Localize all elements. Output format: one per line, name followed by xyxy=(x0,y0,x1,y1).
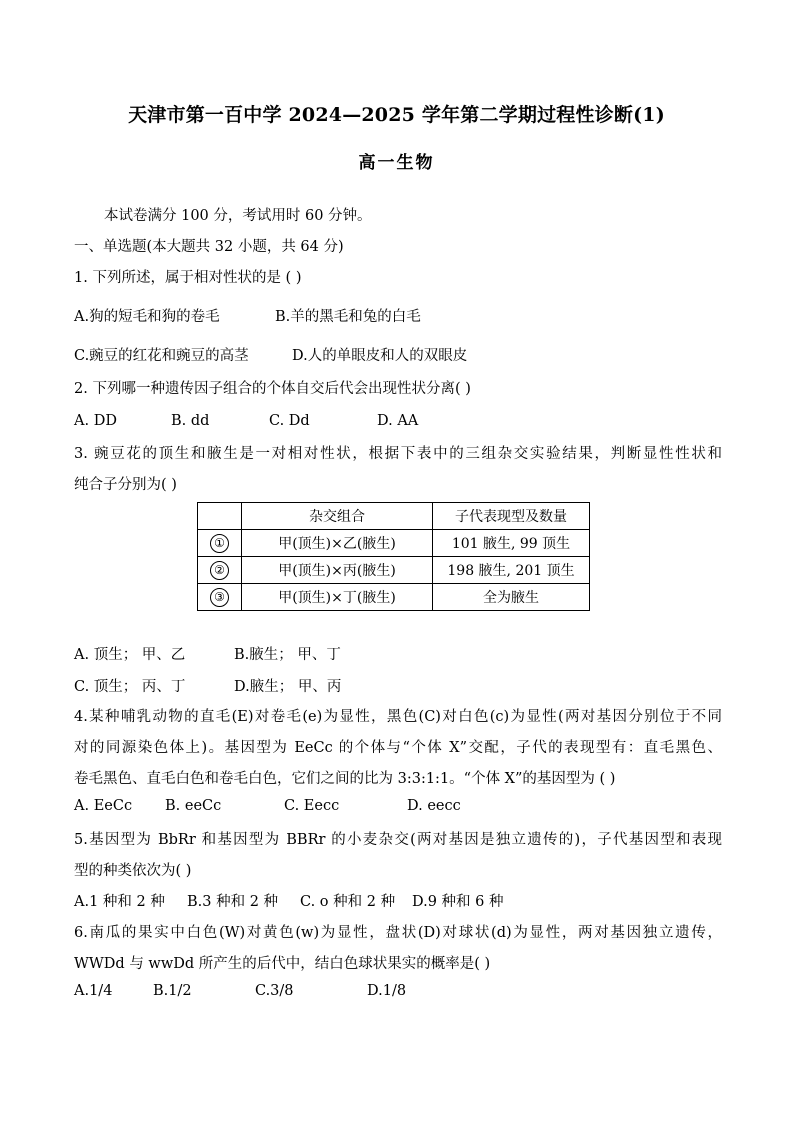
offspring-cell: 101 腋生, 99 顶生 xyxy=(433,530,590,557)
cross-cell: 甲(顶生)×丁(腋生) xyxy=(242,584,433,611)
question-6-option-b: B.1/2 xyxy=(153,983,192,999)
question-6-line-2: WWDd 与 wwDd 所产生的后代中，结白色球状果实的概率是( ) xyxy=(74,956,491,972)
question-5-option-b: B.3 种和 2 种 xyxy=(187,894,279,910)
exam-title: 天津市第一百中学 2024—2025 学年第二学期过程性诊断(1) xyxy=(128,104,665,126)
question-6-option-a: A.1/4 xyxy=(74,983,113,999)
cross-cell: 甲(顶生)×丙(腋生) xyxy=(242,557,433,584)
exam-instructions: 本试卷满分 100 分，考试用时 60 分钟。 xyxy=(104,208,372,224)
table-row xyxy=(198,530,590,557)
question-2-option-b: B. dd xyxy=(171,413,210,429)
question-5-option-c: C. o 种和 2 种 xyxy=(300,894,396,910)
question-2-stem: 2. 下列哪一种遗传因子组合的个体自交后代会出现性状分离( ) xyxy=(74,381,471,397)
question-5-option-a: A.1 种和 2 种 xyxy=(74,894,165,910)
cross-results-table xyxy=(197,502,590,611)
table-header-cross: 杂交组合 xyxy=(242,503,433,530)
offspring-cell: 198 腋生, 201 顶生 xyxy=(433,557,590,584)
offspring-cell: 全为腋生 xyxy=(433,584,590,611)
table-header-index xyxy=(198,503,242,530)
row-number: ② xyxy=(210,561,229,580)
question-4-line-3: 卷毛黑色、直毛白色和卷毛白色，它们之间的比为 3:3:1:1。“个体 X”的基因型为 ( ) xyxy=(74,771,616,787)
question-3-option-a: A. 顶生； 甲、乙 xyxy=(74,647,186,663)
question-3-option-b: B.腋生； 甲、丁 xyxy=(234,647,341,663)
row-number-cell xyxy=(198,530,242,557)
table-header-row xyxy=(198,503,590,530)
question-6-line-1: 6.南瓜的果实中白色(W)对黄色(w)为显性，盘状(D)对球状(d)为显性，两对基因独立遗传， xyxy=(74,925,722,941)
question-5-line-2: 型的种类依次为( ) xyxy=(74,863,192,879)
question-1-option-a: A.狗的短毛和狗的卷毛 xyxy=(74,309,220,325)
row-number: ③ xyxy=(210,588,229,607)
cross-cell: 甲(顶生)×乙(腋生) xyxy=(242,530,433,557)
question-2-option-d: D. AA xyxy=(377,413,419,429)
table-row xyxy=(198,557,590,584)
question-6-option-c: C.3/8 xyxy=(255,983,294,999)
exam-subtitle: 高一生物 xyxy=(358,153,435,173)
row-number: ① xyxy=(210,534,229,553)
question-3-option-d: D.腋生； 甲、丙 xyxy=(234,679,342,695)
section-heading: 一、单选题(本大题共 32 小题，共 64 分) xyxy=(74,239,344,255)
question-4-option-c: C. Eecc xyxy=(284,798,340,814)
question-4-option-a: A. EeCc xyxy=(74,798,133,814)
question-4-option-d: D. eecc xyxy=(407,798,461,814)
question-5-line-1: 5.基因型为 BbRr 和基因型为 BBRr 的小麦杂交(两对基因是独立遗传的)，子代基因型和表现 xyxy=(74,832,722,848)
question-4-line-2: 对的同源染色体上)。基因型为 EeCc 的个体与“个体 X”交配，子代的表现型有：直毛黑色、 xyxy=(74,740,722,756)
question-1-stem: 1. 下列所述，属于相对性状的是 ( ) xyxy=(74,270,302,286)
question-2-option-c: C. Dd xyxy=(269,413,310,429)
question-3-stem-line-2: 纯合子分别为( ) xyxy=(74,477,177,493)
question-4-option-b: B. eeCc xyxy=(165,798,222,814)
question-1-option-c: C.豌豆的红花和豌豆的高茎 xyxy=(74,348,249,364)
question-3-option-c: C. 顶生； 丙、丁 xyxy=(74,679,186,695)
question-4-line-1: 4.某种哺乳动物的直毛(E)对卷毛(e)为显性，黑色(C)对白色(c)为显性(两对基因分别位于不同 xyxy=(74,709,722,725)
question-6-option-d: D.1/8 xyxy=(367,983,407,999)
question-3-stem-line-1: 3. 豌豆花的顶生和腋生是一对相对性状，根据下表中的三组杂交实验结果，判断显性性状和 xyxy=(74,446,722,462)
question-2-option-a: A. DD xyxy=(74,413,117,429)
row-number-cell xyxy=(198,557,242,584)
row-number-cell xyxy=(198,584,242,611)
question-5-option-d: D.9 种和 6 种 xyxy=(412,894,504,910)
question-1-option-b: B.羊的黑毛和兔的白毛 xyxy=(275,309,421,325)
question-1-option-d: D.人的单眼皮和人的双眼皮 xyxy=(292,348,468,364)
table-header-offspring: 子代表现型及数量 xyxy=(433,503,590,530)
table-row xyxy=(198,584,590,611)
